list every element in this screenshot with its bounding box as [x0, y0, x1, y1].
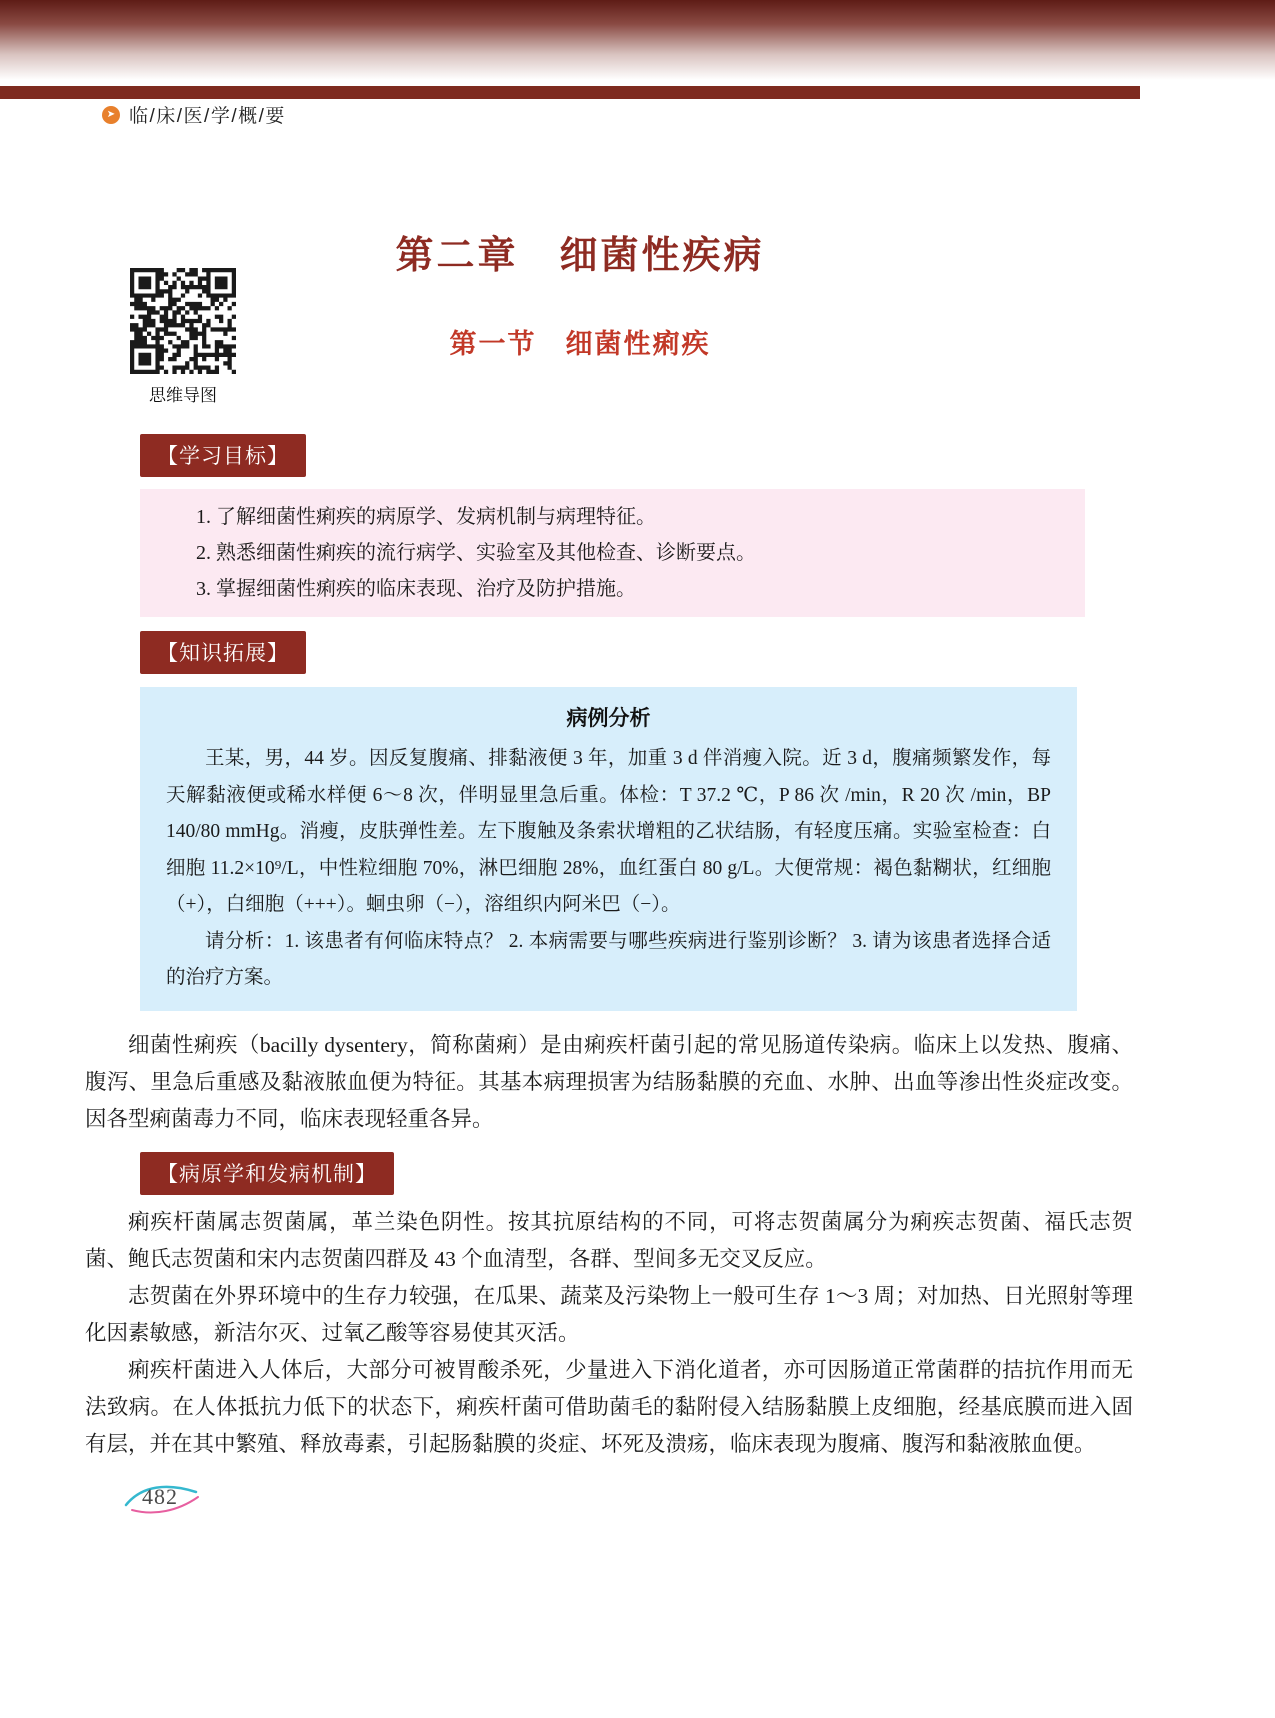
case-paragraph: 请分析：1. 该患者有何临床特点？ 2. 本病需要与哪些疾病进行鉴别诊断？ 3. 请为该患者选择合适的治疗方案。: [166, 930, 1051, 988]
knowledge-expansion-banner: 【知识拓展】: [140, 631, 306, 674]
pathogen-paragraph: 痢疾杆菌属志贺菌属，革兰染色阴性。按其抗原结构的不同，可将志贺菌属分为痢疾志贺菌、福氏志贺菌、鲍氏志贺菌和宋内志贺菌四群及 43 个血清型，各群、型间多无交叉反应。: [85, 1209, 1133, 1271]
compass-icon: ➤: [102, 106, 120, 124]
case-analysis-title: 病例分析: [566, 707, 651, 730]
case-analysis-box: [140, 687, 1077, 1011]
objective-item: 2. 熟悉细菌性痢疾的流行病学、实验室及其他检查、诊断要点。: [196, 542, 756, 564]
pathogen-banner: 【病原学和发病机制】: [140, 1152, 394, 1195]
objective-item: 1. 了解细菌性痢疾的病原学、发病机制与病理特征。: [196, 506, 656, 528]
title-area: [85, 234, 1075, 360]
pathogen-paragraph: 志贺菌在外界环境中的生存力较强，在瓜果、蔬菜及污染物上一般可生存 1～3 周；对加热、日光照射等理化因素敏感，新洁尔灭、过氧乙酸等容易使其灭活。: [85, 1283, 1133, 1345]
running-header-title: 临/床/医/学/概/要: [129, 106, 286, 127]
page-footer: [120, 1478, 204, 1518]
page-number: 482: [142, 1484, 178, 1509]
learning-objectives-banner: 【学习目标】: [140, 434, 306, 477]
section-title: 第一节 细菌性痢疾: [449, 329, 711, 359]
objective-item: 3. 掌握细菌性痢疾的临床表现、治疗及防护措施。: [196, 578, 636, 600]
case-paragraph: 王某，男，44 岁。因反复腹痛、排黏液便 3 年，加重 3 d 伴消瘦入院。近 3 d，腹痛频繁发作，每天解黏液便或稀水样便 6～8 次，伴明显里急后重。体检：T 37.2 ℃，P 86 次 /min，R 20 次 /min，BP 140/80 mmHg。消瘦，皮肤弹性差。左下腹触及条索状增粗的乙状结肠，有轻度压痛。实验室检查：白细胞 11.2×10⁹/L，中性粒细胞 70%，淋巴细胞 28%，血红蛋白 80 g/L。大便常规：褐色黏糊状，红细胞（+），白细胞（+++）。蛔虫卵（−），溶组织内阿米巴（−）。: [166, 748, 1051, 915]
intro-paragraph: 细菌性痢疾（bacilly dysentery，简称菌痢）是由痢疾杆菌引起的常见肠道传染病。临床上以发热、腹痛、腹泻、里急后重感及黏液脓血便为特征。其基本病理损害为结肠黏膜的充血、水肿、出血等渗出性炎症改变。因各型痢菌毒力不同，临床表现轻重各异。: [85, 1032, 1133, 1131]
intro-section: [85, 1027, 1133, 1138]
pathogen-paragraph: 痢疾杆菌进入人体后，大部分可被胃酸杀死，少量进入下消化道者，亦可因肠道正常菌群的拮抗作用而无法致病。在人体抵抗力低下的状态下，痢疾杆菌可借助菌毛的黏附侵入结肠黏膜上皮细胞，经基底膜而进入固有层，并在其中繁殖、释放毒素，引起肠黏膜的炎症、坏死及溃疡，临床表现为腹痛、腹泻和黏液脓血便。: [85, 1357, 1133, 1456]
chapter-title: 第二章 细菌性疾病: [395, 235, 765, 277]
learning-objectives-box: [140, 489, 1085, 617]
qr-caption: 思维导图: [149, 386, 217, 405]
pathogen-section: [85, 1204, 1133, 1463]
